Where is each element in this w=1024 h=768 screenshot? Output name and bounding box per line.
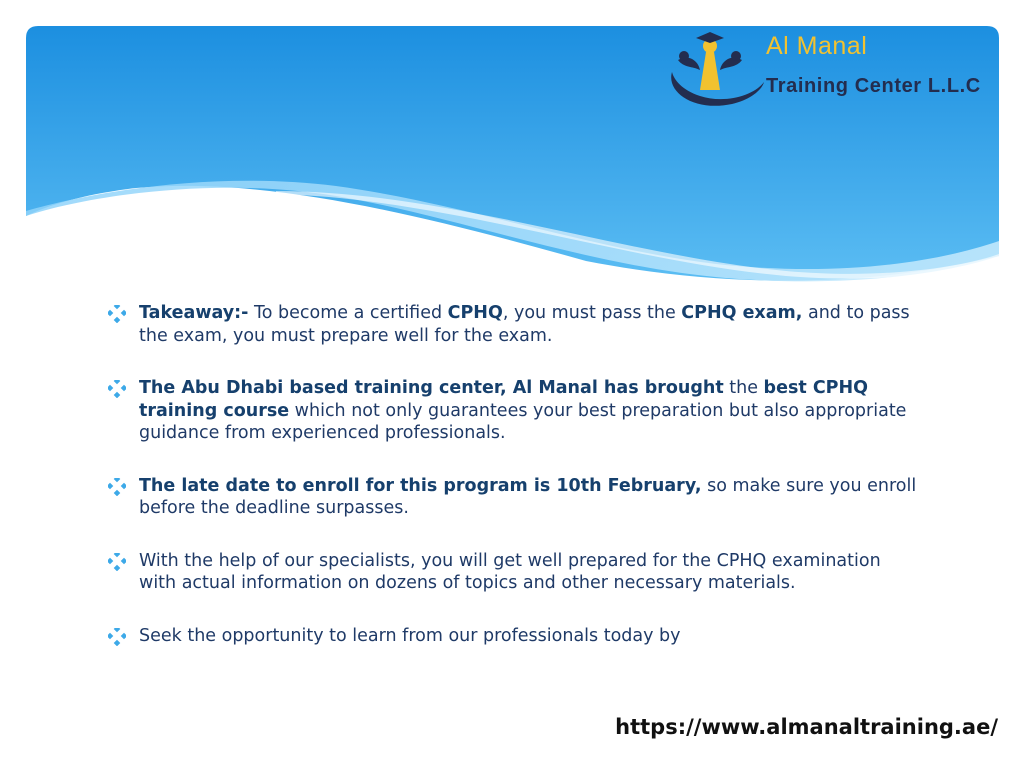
bullet-text: and to pass the exam, you must prepare well for the exam.: [139, 303, 910, 346]
bullet-text: , you must pass the: [502, 303, 682, 323]
bullet-bold-text: The Abu Dhabi based training center, Al Manal has brought: [139, 378, 724, 398]
diamond-bullet-icon: [108, 380, 126, 398]
bullet-bold-text: CPHQ: [447, 303, 503, 323]
bullet-text: the: [723, 378, 764, 398]
bullet-item: [108, 550, 918, 595]
diamond-bullet-icon: [108, 478, 126, 496]
bullet-bold-text: best CPHQ training course: [139, 378, 869, 421]
bullet-bold-text: Takeaway:-: [139, 303, 249, 323]
bullet-text: which not only guarantees your best preparation but also appropriate guidance from experienced professionals.: [139, 400, 907, 443]
website-url[interactable]: https://www.almanaltraining.ae/: [615, 715, 998, 739]
bullet-text: To become a certified: [248, 303, 448, 323]
bullet-item: [108, 377, 918, 445]
bullet-text: Seek the opportunity to learn from our professionals today by: [139, 625, 681, 646]
bullet-item: [108, 625, 918, 648]
bullet-item: [108, 302, 918, 347]
diamond-bullet-icon: [108, 553, 126, 571]
diamond-bullet-icon: [108, 305, 126, 323]
diamond-bullet-icon: [108, 628, 126, 646]
bullet-item: [108, 475, 918, 520]
bullet-bold-text: The late date to enroll for this program is 10th February,: [139, 475, 702, 496]
bullet-bold-text: CPHQ exam,: [681, 303, 803, 323]
bullet-text: With the help of our specialists, you will get well prepared for the CPHQ examination with actual information on dozens of topics and other necessary materials.: [139, 550, 881, 593]
logo-name: Al Manal: [766, 32, 868, 60]
bullet-list: [108, 302, 918, 677]
graduate-emblem-icon: [664, 30, 764, 114]
company-logo: [664, 30, 1014, 114]
logo-subtitle: Training Center L.L.C: [766, 75, 981, 97]
bullet-text: so make sure you enroll before the deadline surpasses.: [139, 475, 917, 518]
